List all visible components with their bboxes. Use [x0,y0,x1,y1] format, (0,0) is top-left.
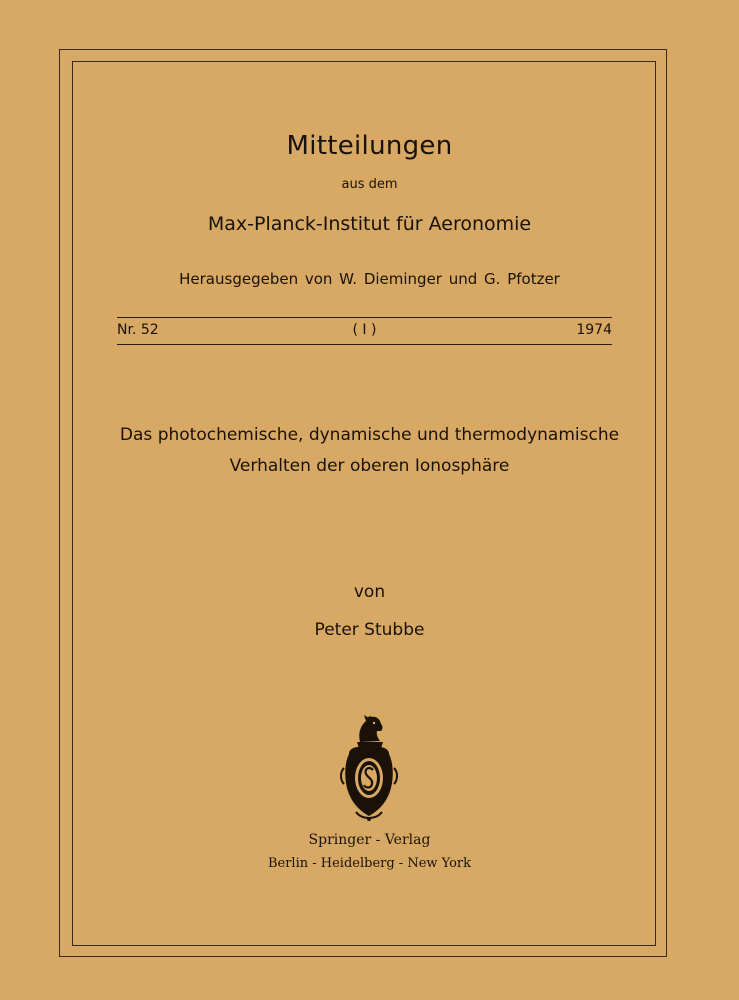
work-title-line-2: Verhalten der oberen Ionosphäre [229,456,510,476]
aus-dem-label: aus dem [341,177,398,192]
publisher-name: Springer - Verlag [308,832,431,848]
work-title-line-1: Das photochemische, dynamische und thermodynamische [119,425,620,445]
publisher-cities: Berlin - Heidelberg - New York [267,856,472,871]
by-label: von [353,582,386,602]
issue-number: Nr. 52 [117,322,159,338]
issue-row [117,322,612,342]
issue-year: 1974 [576,322,612,338]
top-rule [117,317,612,318]
institute-name: Max-Planck-Institut für Aeronomie [207,213,532,235]
springer-horse-logo-icon [336,712,402,824]
issue-part: ( I ) [352,322,377,338]
author-name: Peter Stubbe [314,620,425,640]
editors-line: Herausgegeben von W. Dieminger und G. Pfotzer [179,270,560,288]
bottom-rule [117,344,612,345]
series-title: Mitteilungen [286,131,453,161]
